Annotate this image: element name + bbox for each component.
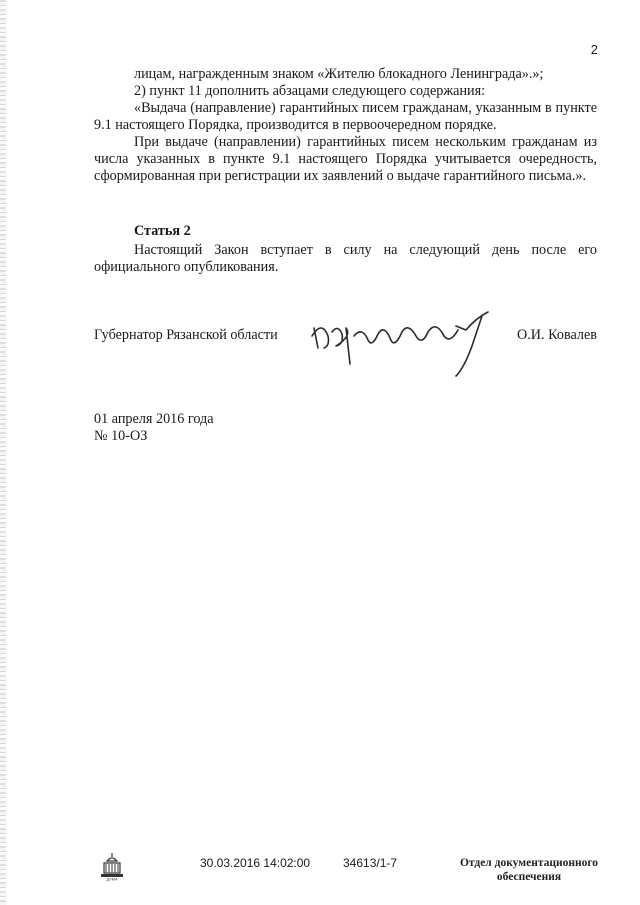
law-date: 01 апреля 2016 года [94, 411, 214, 427]
footer-timestamp: 30.03.2016 14:02:00 [200, 856, 311, 870]
law-info [94, 411, 214, 445]
paragraph-3: «Выдача (направление) гарантийных писем гражданам, указанным в пункте 9.1 настоящего Порядка, производится в первоочередном порядке. [94, 100, 597, 133]
department-stamp: Отдел документационного обеспечения [459, 857, 599, 883]
paragraph-2: 2) пункт 11 дополнить абзацами следующего содержания: [134, 83, 486, 99]
article-heading: Статья 2 [134, 223, 191, 239]
law-number: № 10-ОЗ [94, 428, 148, 444]
governor-title: Губернатор Рязанской области [94, 327, 278, 343]
paragraph-1: лицам, награжденным знаком «Жителю блокадного Ленинграда».»; [134, 66, 544, 82]
duma-logo-icon [98, 851, 126, 881]
footer-registration: 34613/1-7 [343, 856, 398, 870]
scan-edge [0, 0, 6, 905]
article-text: Настоящий Закон вступает в силу на следующий день после его официального опубликования. [94, 242, 597, 275]
governor-name: О.И. Ковалев [517, 327, 597, 343]
handwritten-signature [306, 306, 506, 378]
page-number: 2 [590, 42, 598, 57]
amendment-text [94, 66, 597, 185]
paragraph-4: При выдаче (направлении) гарантийных писем нескольким гражданам из числа указанных в пункте 9.1 настоящего Порядка учитывается очередность, сформированная при регистрации их заявлений о выдаче гарантийного письма.». [94, 134, 597, 184]
duma-logo-text: ДУМА [106, 876, 118, 881]
article-2 [94, 223, 597, 276]
